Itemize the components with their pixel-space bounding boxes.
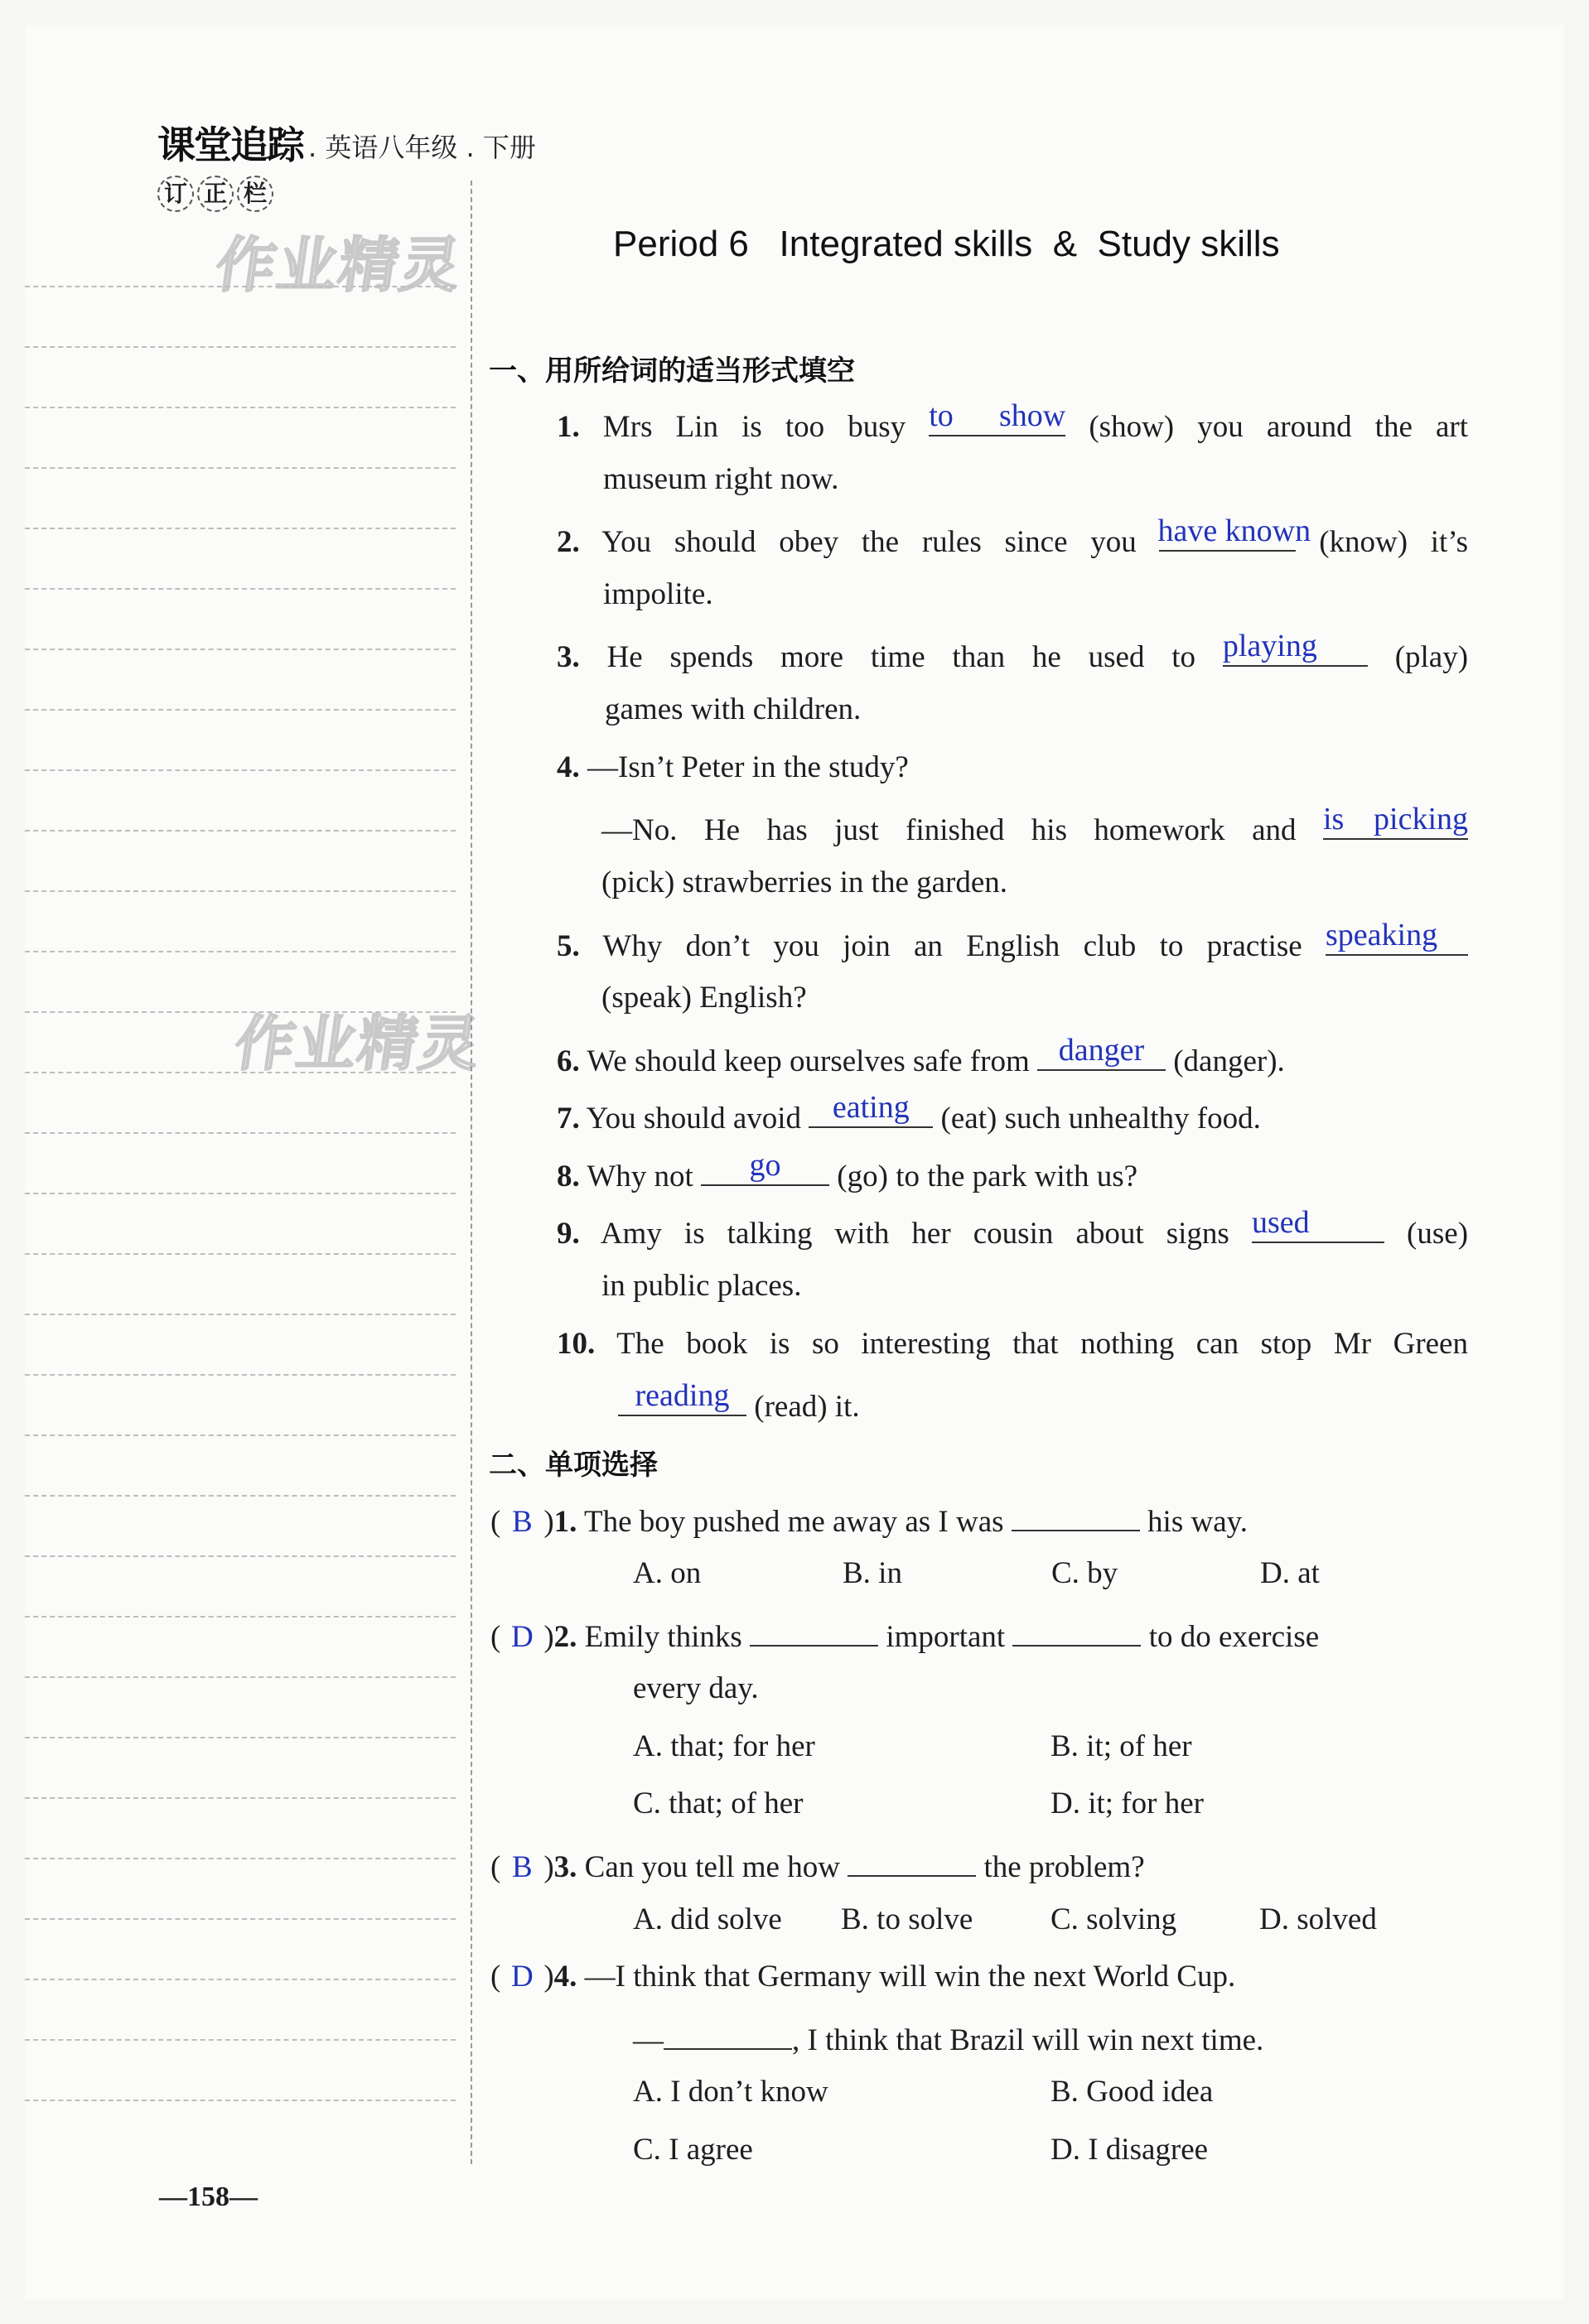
margin-divider [471, 181, 472, 2164]
fill-question-6: 6. We should keep ourselves safe from danger (danger). [557, 1033, 1285, 1078]
option-d[interactable]: D. it; for her [1050, 1786, 1204, 1820]
ruled-line [25, 1858, 456, 1859]
answer-blank[interactable]: to show [929, 403, 1065, 436]
fill-question-1-cont: museum right now. [603, 462, 839, 496]
correction-char: 正 [197, 176, 234, 212]
fill-question-3: 3. He spends more time than he used to playing (play) [557, 629, 1469, 674]
choice-answer[interactable]: B [511, 1850, 533, 1884]
watermark: 作业精灵 [211, 230, 467, 300]
ruled-line [25, 951, 456, 952]
answer-blank[interactable]: have known [1159, 518, 1296, 552]
page-number: —158— [159, 2182, 258, 2212]
answer-blank[interactable]: eating [809, 1095, 933, 1128]
ruled-line [25, 2039, 456, 2041]
option-d[interactable]: D. at [1260, 1556, 1320, 1590]
fill-question-5: 5. Why don’t you join an English club to practise speaking [557, 923, 1468, 965]
ruled-line [25, 1737, 456, 1738]
fill-question-7: 7. You should avoid eating (eat) such unhealthy food. [557, 1090, 1261, 1135]
fill-question-5-cont: (speak) English? [601, 981, 807, 1015]
choice-question-2-cont: every day. [633, 1671, 759, 1705]
option-a[interactable]: A. did solve [633, 1902, 782, 1936]
option-c[interactable]: C. I agree [633, 2133, 753, 2167]
option-c[interactable]: C. solving [1050, 1902, 1177, 1936]
ruled-line [25, 1193, 456, 1194]
section-1-title: 一、用所给词的适当形式填空 [489, 354, 855, 388]
ruled-line [25, 1555, 456, 1557]
fill-question-9: 9. Amy is talking with her cousin about signs used (use) [557, 1205, 1469, 1251]
ruled-line [25, 1374, 456, 1376]
option-c[interactable]: C. that; of her [633, 1786, 804, 1820]
option-b[interactable]: B. to solve [841, 1902, 973, 1936]
ruled-line [25, 1314, 456, 1315]
ruled-line [25, 1495, 456, 1497]
ruled-line [25, 1797, 456, 1799]
option-c[interactable]: C. by [1051, 1556, 1118, 1590]
choice-question-4: ( D )4. —I think that Germany will win the next World Cup. [490, 1959, 1235, 1995]
answer-blank[interactable]: speaking [1326, 923, 1468, 956]
ruled-line [25, 588, 456, 590]
fill-question-2-cont: impolite. [603, 577, 713, 611]
fill-question-10-cont: reading (read) it. [618, 1383, 860, 1425]
fill-question-4-reply: —No. He has just finished his homework and is picking [601, 802, 1468, 847]
choice-answer[interactable]: D [510, 1960, 534, 1994]
ruled-line [25, 709, 456, 711]
subject-label: . 英语八年级 . 下册 [308, 132, 536, 163]
ruled-line [25, 1434, 456, 1436]
ruled-line [25, 649, 456, 650]
option-d[interactable]: D. solved [1259, 1902, 1377, 1936]
option-a[interactable]: A. on [633, 1556, 702, 1590]
option-b[interactable]: B. it; of her [1050, 1729, 1192, 1763]
section-2-title: 二、单项选择 [489, 1449, 658, 1482]
ruled-line [25, 1011, 456, 1013]
ruled-line [25, 2100, 456, 2101]
ruled-line [25, 286, 456, 287]
answer-blank[interactable]: used [1252, 1210, 1384, 1243]
watermark: 作业精灵 [230, 1009, 486, 1078]
choice-answer[interactable]: B [511, 1505, 533, 1539]
option-b[interactable]: B. in [843, 1556, 902, 1590]
choice-question-4-reply: — , I think that Brazil will win next time. [633, 2017, 1263, 2059]
option-d[interactable]: D. I disagree [1050, 2133, 1209, 2167]
ruled-line [25, 1676, 456, 1678]
fill-question-10: 10. The book is so interesting that nothing can stop Mr Green [557, 1327, 1468, 1361]
option-a[interactable]: A. that; for her [633, 1729, 815, 1763]
ruled-line [25, 1918, 456, 1920]
option-b[interactable]: B. Good idea [1050, 2075, 1214, 2109]
choice-answer[interactable]: D [510, 1620, 534, 1654]
choice-question-3: ( B )3. Can you tell me how the problem? [490, 1844, 1145, 1886]
header [157, 106, 536, 167]
answer-blank [848, 1844, 976, 1877]
ruled-line [25, 1132, 456, 1134]
ruled-line [25, 407, 456, 408]
ruled-line [25, 346, 456, 348]
ruled-line [25, 1979, 456, 1980]
ruled-line [25, 830, 456, 832]
fill-question-4-cont: (pick) strawberries in the garden. [601, 865, 1008, 899]
answer-blank [664, 2017, 792, 2050]
ruled-line [25, 528, 456, 529]
correction-char: 栏 [237, 176, 273, 212]
series-logo: 课堂追踪 [157, 123, 303, 167]
fill-question-9-cont: in public places. [601, 1269, 802, 1303]
page-title: Period 6 Integrated skills & Study skills [613, 224, 1280, 264]
ruled-line [25, 769, 456, 771]
answer-blank [1012, 1498, 1140, 1531]
ruled-line [25, 1616, 456, 1618]
answer-blank[interactable]: is picking [1323, 807, 1468, 840]
option-a[interactable]: A. I don’t know [633, 2075, 828, 2109]
fill-question-4: 4. —Isn’t Peter in the study? [557, 750, 909, 784]
ruled-line [25, 890, 456, 892]
answer-blank[interactable]: reading [618, 1383, 746, 1416]
fill-question-8: 8. Why not go (go) to the park with us? [557, 1148, 1138, 1193]
ruled-line [25, 1072, 456, 1073]
fill-question-3-cont: games with children. [605, 692, 862, 726]
answer-blank[interactable]: danger [1037, 1038, 1166, 1071]
choice-question-1: ( B )1. The boy pushed me away as I was his way. [490, 1498, 1248, 1540]
correction-column-label [157, 176, 273, 212]
ruled-line [25, 1253, 456, 1255]
answer-blank[interactable]: go [701, 1153, 829, 1186]
ruled-line [25, 467, 456, 469]
correction-char: 订 [157, 176, 194, 212]
fill-question-2: 2. You should obey the rules since you have known (know) it’s [557, 513, 1469, 559]
answer-blank[interactable]: playing [1223, 634, 1368, 667]
fill-question-1: 1. Mrs Lin is too busy to show (show) you around the art [557, 398, 1469, 444]
answer-blank [1012, 1613, 1141, 1647]
choice-question-2: ( D )2. Emily thinks important to do exercise [490, 1613, 1319, 1656]
answer-blank [750, 1613, 878, 1647]
